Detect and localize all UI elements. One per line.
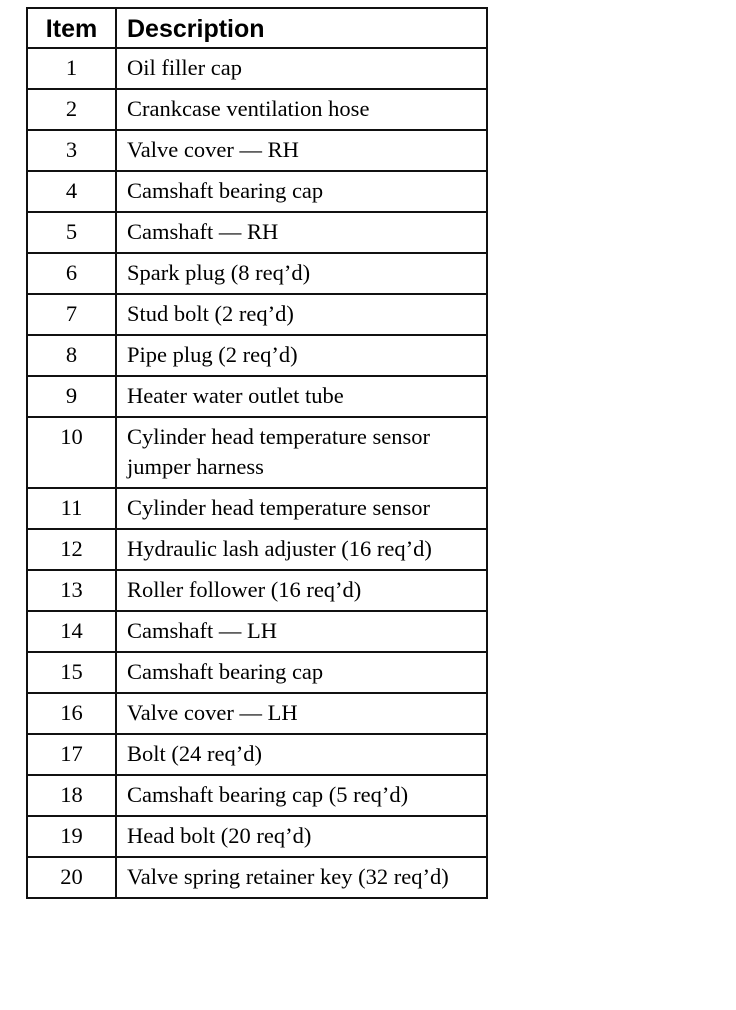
header-row: [27, 8, 487, 48]
table-row: [27, 734, 487, 775]
table-row: [27, 89, 487, 130]
item-number: 12: [27, 529, 116, 570]
table-row: [27, 570, 487, 611]
table-row: [27, 212, 487, 253]
item-description: Spark plug (8 req’d): [116, 253, 487, 294]
item-description: Valve cover — RH: [116, 130, 487, 171]
item-number: 1: [27, 48, 116, 89]
item-number: 13: [27, 570, 116, 611]
item-description: Camshaft — RH: [116, 212, 487, 253]
item-number: 5: [27, 212, 116, 253]
item-number: 7: [27, 294, 116, 335]
item-description: Valve cover — LH: [116, 693, 487, 734]
item-number: 19: [27, 816, 116, 857]
item-description: Camshaft bearing cap: [116, 171, 487, 212]
item-description: Hydraulic lash adjuster (16 req’d): [116, 529, 487, 570]
item-number: 16: [27, 693, 116, 734]
table-row: [27, 488, 487, 529]
item-description: Cylinder head temperature sensor: [116, 488, 487, 529]
item-number: 3: [27, 130, 116, 171]
item-number: 20: [27, 857, 116, 898]
item-number: 10: [27, 417, 116, 488]
item-description: Heater water outlet tube: [116, 376, 487, 417]
table-header: [27, 8, 487, 48]
table-row: [27, 775, 487, 816]
table-body: [27, 48, 487, 898]
item-description: Camshaft bearing cap: [116, 652, 487, 693]
column-header-description: Description: [116, 8, 487, 48]
table-row: [27, 130, 487, 171]
item-number: 6: [27, 253, 116, 294]
item-description: Roller follower (16 req’d): [116, 570, 487, 611]
table-row: [27, 376, 487, 417]
parts-table: [26, 7, 488, 899]
table-row: [27, 529, 487, 570]
item-description: Stud bolt (2 req’d): [116, 294, 487, 335]
item-number: 17: [27, 734, 116, 775]
item-number: 8: [27, 335, 116, 376]
item-description: Valve spring retainer key (32 req’d): [116, 857, 487, 898]
item-number: 9: [27, 376, 116, 417]
item-description: Head bolt (20 req’d): [116, 816, 487, 857]
item-number: 18: [27, 775, 116, 816]
table-row: [27, 335, 487, 376]
table-row: [27, 417, 487, 488]
table-row: [27, 652, 487, 693]
item-description: Pipe plug (2 req’d): [116, 335, 487, 376]
item-number: 11: [27, 488, 116, 529]
table-row: [27, 857, 487, 898]
item-number: 2: [27, 89, 116, 130]
column-header-item: Item: [27, 8, 116, 48]
item-number: 15: [27, 652, 116, 693]
table-row: [27, 816, 487, 857]
table-row: [27, 48, 487, 89]
table-row: [27, 693, 487, 734]
table-row: [27, 171, 487, 212]
item-description: Camshaft — LH: [116, 611, 487, 652]
table-row: [27, 294, 487, 335]
item-description: Oil filler cap: [116, 48, 487, 89]
item-number: 4: [27, 171, 116, 212]
table-row: [27, 253, 487, 294]
item-description: Cylinder head temperature sensor jumper harness: [116, 417, 487, 488]
item-description: Crankcase ventilation hose: [116, 89, 487, 130]
table-row: [27, 611, 487, 652]
item-number: 14: [27, 611, 116, 652]
item-description: Camshaft bearing cap (5 req’d): [116, 775, 487, 816]
item-description: Bolt (24 req’d): [116, 734, 487, 775]
